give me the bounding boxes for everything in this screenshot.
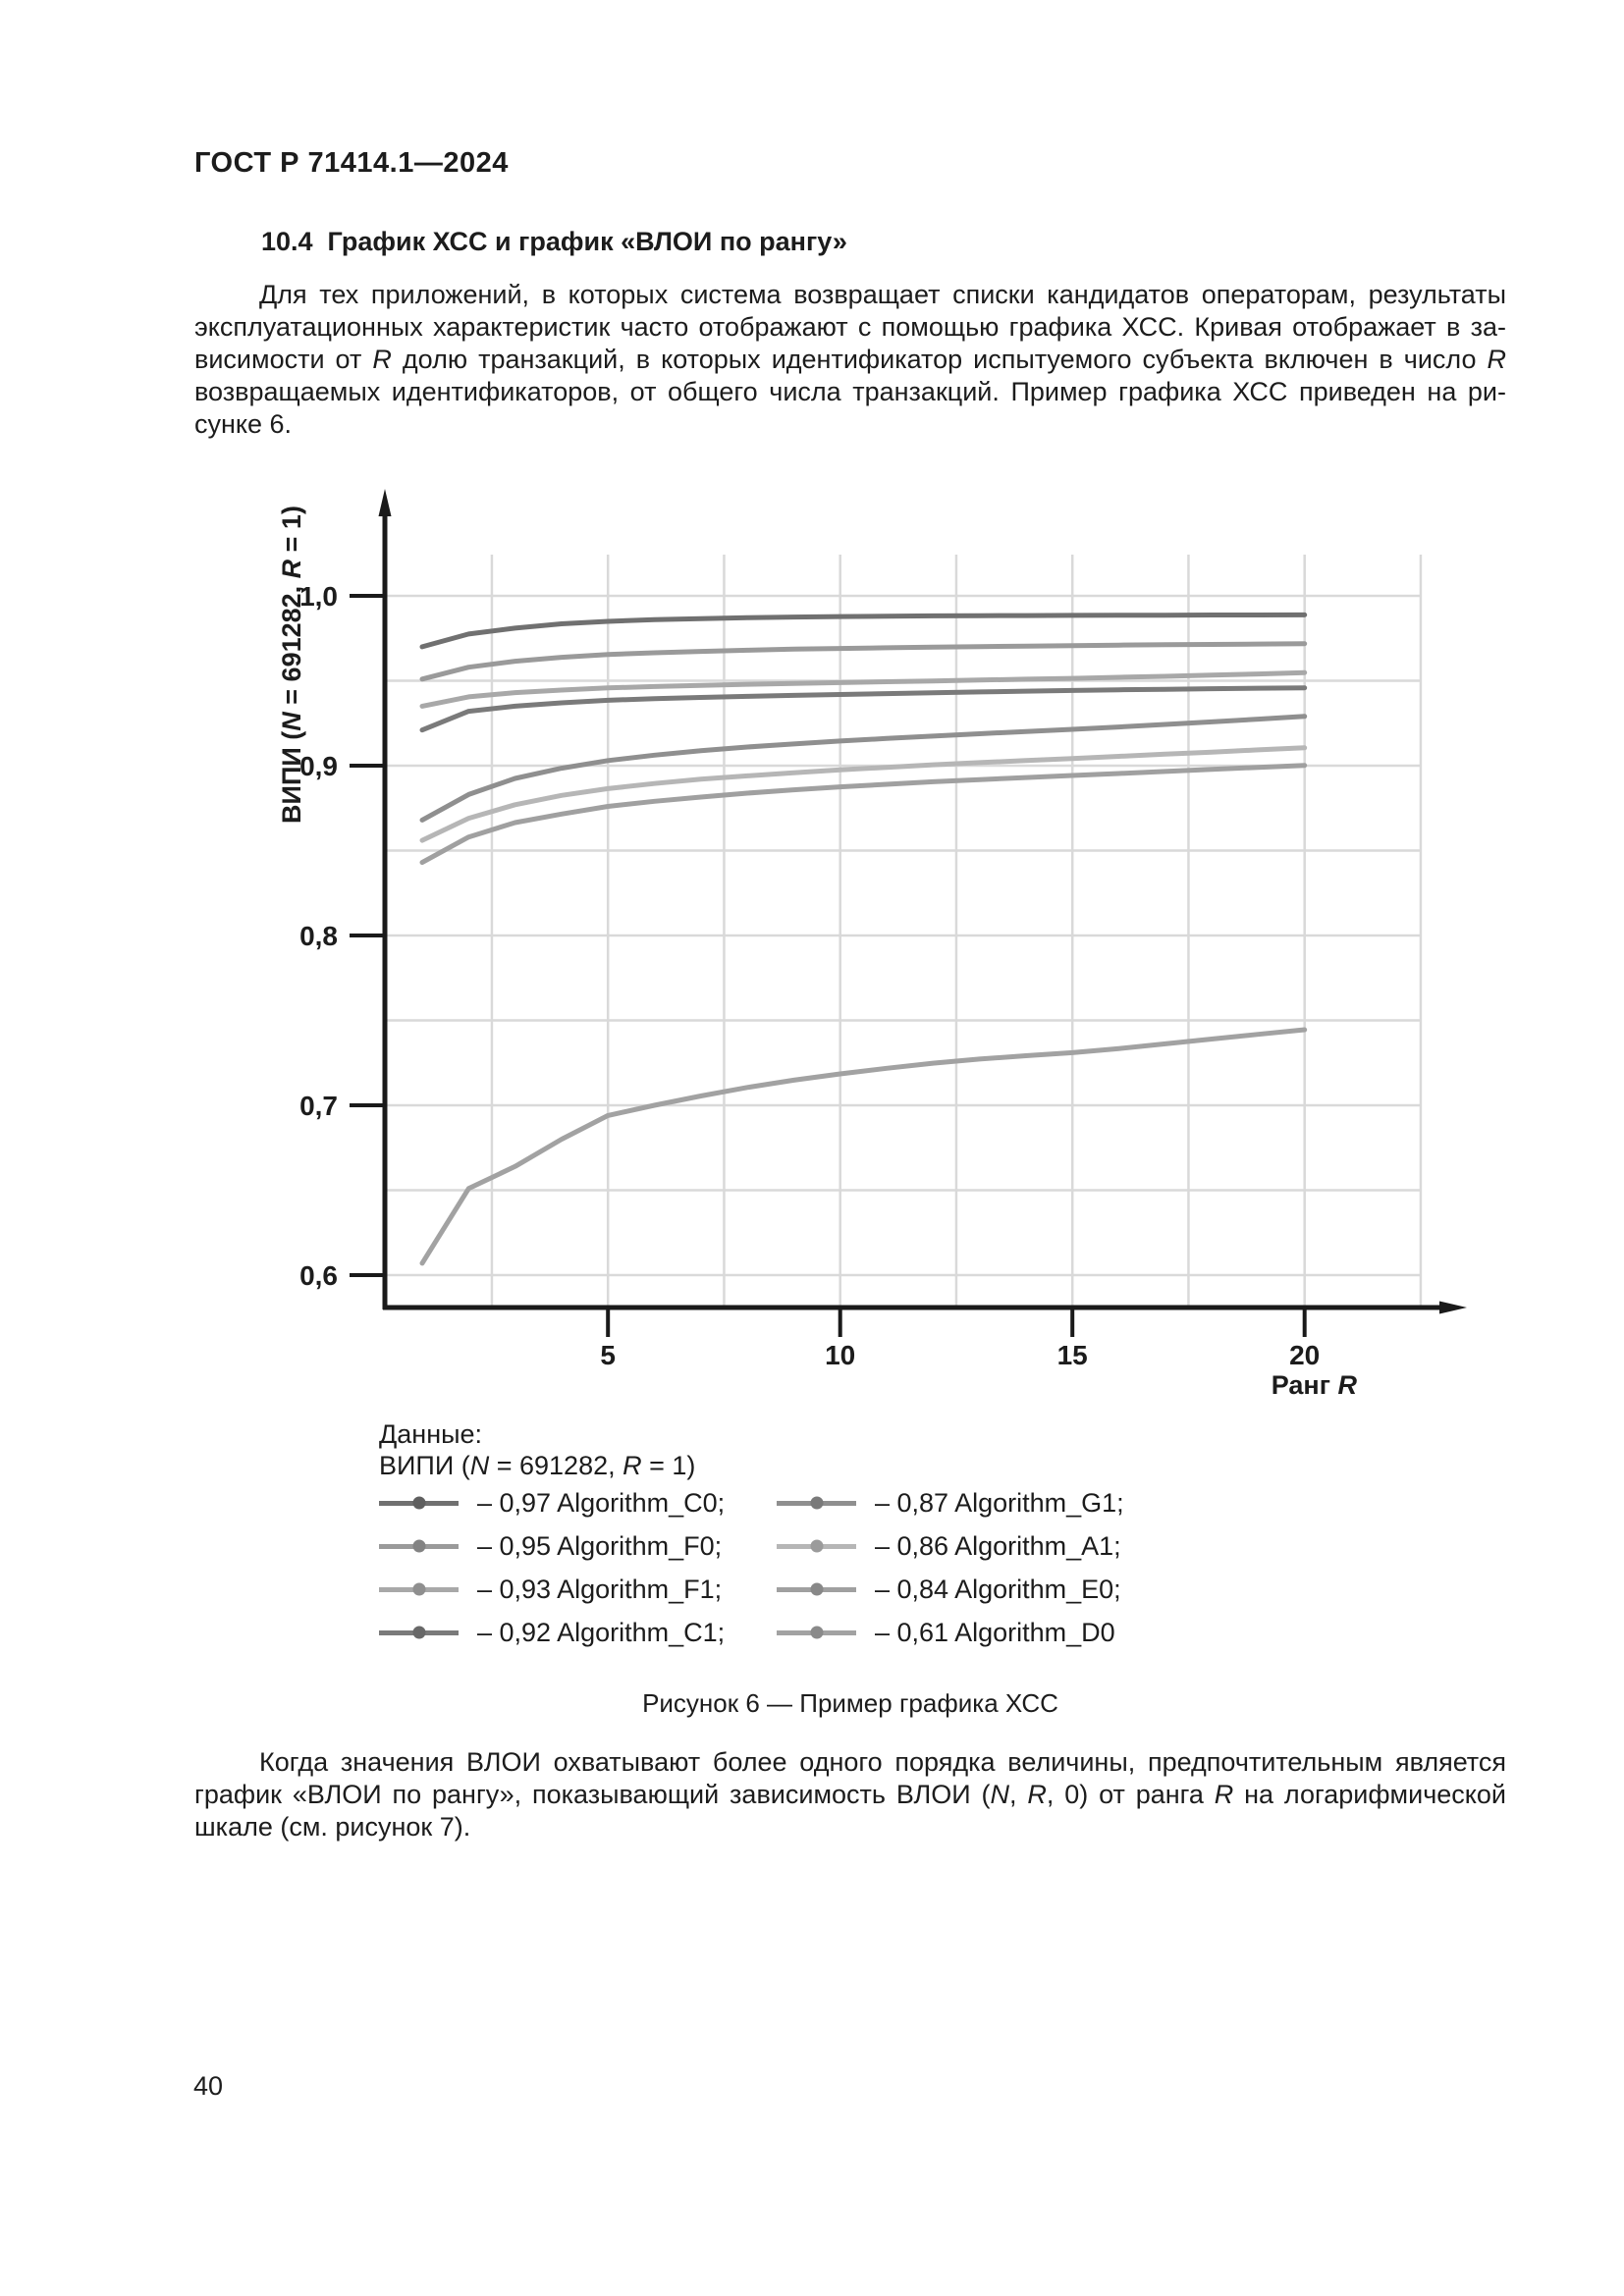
- legend-marker-dot: [810, 1583, 823, 1596]
- text-line: шкале (см. рисунок 7).: [194, 1812, 471, 1842]
- legend-entry: [379, 1568, 777, 1611]
- y-tick-label: 0,8: [299, 921, 338, 951]
- legend-line-swatch: [777, 1544, 856, 1549]
- y-tick-label: 0,9: [299, 751, 338, 781]
- legend-entry: [777, 1481, 1174, 1524]
- legend-marker-dot: [810, 1497, 823, 1510]
- y-axis-arrow: [379, 489, 392, 516]
- legend-title: Данные:: [379, 1419, 483, 1449]
- legend-marker-dot: [412, 1497, 425, 1510]
- curve-Algorithm_E0: [422, 766, 1305, 863]
- curve-Algorithm_C0: [422, 614, 1305, 647]
- legend-marker-dot: [810, 1540, 823, 1553]
- legend-entry: [777, 1524, 1174, 1568]
- legend-entry-label: – 0,86 Algorithm_A1;: [875, 1530, 1121, 1561]
- legend-entry: [379, 1481, 777, 1524]
- y-tick-label: 1,0: [299, 581, 338, 612]
- legend-entry: [379, 1524, 777, 1568]
- legend-marker-dot: [810, 1627, 823, 1639]
- y-tick-label: 0,6: [299, 1260, 338, 1291]
- cmc-chart: [236, 481, 1492, 1414]
- legend-entry-label: – 0,92 Algorithm_C1;: [477, 1617, 726, 1647]
- legend-line-swatch: [379, 1587, 459, 1592]
- legend-marker-dot: [412, 1627, 425, 1639]
- document-header: ГОСТ Р 71414.1—2024: [194, 147, 509, 179]
- chart-legend: [379, 1418, 1174, 1654]
- legend-entry-label: – 0,87 Algorithm_G1;: [875, 1487, 1124, 1518]
- text-line: график «ВЛОИ по рангу», показывающий зависимость ВЛОИ (N, R, 0) от ранга R на логарифмической: [194, 1780, 1506, 1809]
- y-tick-label: 0,7: [299, 1091, 338, 1121]
- legend-entry-label: – 0,93 Algorithm_F1;: [477, 1574, 723, 1604]
- legend-entry-label: – 0,84 Algorithm_E0;: [875, 1574, 1121, 1604]
- paragraph-intro: [194, 279, 1506, 441]
- legend-line-swatch: [379, 1501, 459, 1506]
- legend-entry-label: – 0,95 Algorithm_F0;: [477, 1530, 723, 1561]
- text-line: возвращаемых идентификаторов, от общего числа транзакций. Пример графика ХСС приведен на ри-: [194, 377, 1506, 406]
- figure-caption: Рисунок 6 — Пример графика ХСС: [642, 1688, 1058, 1718]
- text-line: Когда значения ВЛОИ охватывают более одного порядка величины, предпочтительным является: [259, 1747, 1506, 1777]
- legend-line-swatch: [379, 1544, 459, 1549]
- paragraph-outro: [194, 1746, 1506, 1843]
- legend-subtitle: ВИПИ (N = 691282, R = 1): [379, 1451, 696, 1480]
- x-axis-label: Ранг R: [1271, 1370, 1357, 1400]
- legend-marker-dot: [412, 1540, 425, 1553]
- legend-entry-label: – 0,61 Algorithm_D0: [875, 1617, 1115, 1647]
- legend-column-right: [777, 1481, 1174, 1654]
- legend-entry-label: – 0,97 Algorithm_C0;: [477, 1487, 726, 1518]
- legend-line-swatch: [777, 1501, 856, 1506]
- text-line: сунке 6.: [194, 409, 293, 439]
- legend-columns: [379, 1481, 1174, 1654]
- x-tick-label: 10: [825, 1340, 856, 1370]
- legend-entry: [777, 1611, 1174, 1654]
- x-tick-label: 5: [600, 1340, 616, 1370]
- legend-line-swatch: [777, 1587, 856, 1592]
- text-line: эксплуатационных характеристик часто отображают с помощью графика ХСС. Кривая отображает в за-: [194, 312, 1506, 342]
- x-tick-label: 15: [1056, 1340, 1088, 1370]
- legend-entry: [777, 1568, 1174, 1611]
- legend-line-swatch: [777, 1630, 856, 1635]
- legend-entry: [379, 1611, 777, 1654]
- legend-line-swatch: [379, 1630, 459, 1635]
- curve-Algorithm_A1: [422, 748, 1305, 840]
- curve-Algorithm_D0: [422, 1030, 1305, 1263]
- text-line: Для тех приложений, в которых система возвращает списки кандидатов операторам, результаты: [259, 280, 1506, 309]
- x-axis-arrow: [1439, 1302, 1467, 1314]
- x-tick-label: 20: [1289, 1340, 1321, 1370]
- page-number: 40: [193, 2071, 224, 2101]
- section-heading: 10.4 График ХСС и график «ВЛОИ по рангу»: [261, 227, 847, 256]
- text-line: висимости от R долю транзакций, в которых идентификатор испытуемого субъекта включен в число R: [194, 345, 1507, 374]
- legend-column-left: [379, 1481, 777, 1654]
- legend-marker-dot: [412, 1583, 425, 1596]
- y-axis-label: ВИПИ (N = 691282, R = 1): [277, 506, 306, 824]
